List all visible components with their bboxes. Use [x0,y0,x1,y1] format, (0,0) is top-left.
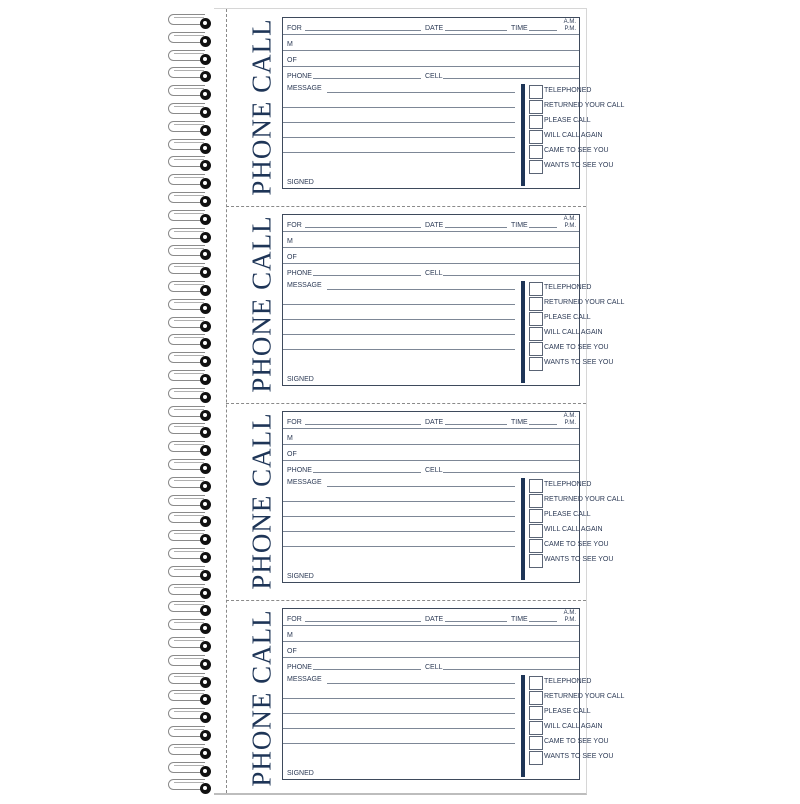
phone-row [283,66,579,82]
checkbox-label: WILL CALL AGAIN [544,132,603,139]
binding-hole-icon [200,18,211,29]
perforation-line [226,206,586,207]
checkbox-option[interactable] [529,99,625,114]
binding-hole-icon [200,36,211,47]
binding-hole-icon [200,356,211,367]
for-row [283,18,579,35]
spiral-coil [160,190,218,208]
binding-hole-icon [200,321,211,332]
checkbox-label: PLEASE CALL [544,314,591,321]
binding-hole-icon [200,552,211,563]
checkbox[interactable] [529,130,543,144]
binding-hole-icon [200,303,211,314]
perforation-line [226,403,586,404]
binding-hole-icon [200,410,211,421]
spiral-coil [160,101,218,119]
am-pm: A.M. P.M. [563,216,576,229]
checkbox-option[interactable] [529,341,609,356]
phone-field[interactable] [313,275,421,276]
spiral-coil [160,546,218,564]
for-row [283,215,579,232]
checkbox[interactable] [529,327,543,341]
cell-label: CELL [425,467,443,474]
am-pm: A.M. P.M. [563,19,576,32]
checkbox[interactable] [529,479,543,493]
checkbox[interactable] [529,736,543,750]
checkbox-option[interactable] [529,553,614,568]
checkbox-label: TELEPHONED [544,481,592,488]
checkbox-option[interactable] [529,690,625,705]
time-label: TIME [511,419,528,426]
checkbox-option[interactable] [529,326,603,341]
binding-hole-icon [200,481,211,492]
cell-field[interactable] [443,472,579,473]
checkbox-label: CAME TO SEE YOU [544,344,609,351]
cell-label: CELL [425,270,443,277]
message-form [282,17,625,189]
checkbox-label: RETURNED YOUR CALL [544,693,625,700]
slip-title: PHONE CALL [246,609,277,787]
checkbox[interactable] [529,524,543,538]
message-slip [226,411,625,607]
checkbox-label: WILL CALL AGAIN [544,526,603,533]
checkbox-label: WANTS TO SEE YOU [544,753,614,760]
for-field[interactable] [305,621,421,622]
spiral-coil [160,208,218,226]
checkbox-option[interactable] [529,523,603,538]
binding-hole-icon [200,107,211,118]
binding-hole-icon [200,196,211,207]
of-row[interactable] [283,50,579,67]
binding-hole-icon [200,267,211,278]
perforation-line [226,600,586,601]
time-label: TIME [511,616,528,623]
checkbox-option[interactable] [529,493,625,508]
spiral-coil [160,297,218,315]
for-label: FOR [287,222,302,229]
spiral-coil [160,724,218,742]
binding-hole-icon [200,641,211,652]
date-label: DATE [425,419,444,426]
spiral-coil [160,48,218,66]
binding-hole-icon [200,516,211,527]
m-label: M [287,435,293,442]
binding-hole-icon [200,730,211,741]
checkbox-option[interactable] [529,735,609,750]
slip-title: PHONE CALL [246,412,277,590]
binding-hole-icon [200,214,211,225]
signed-label: SIGNED [287,376,314,383]
checkbox-label: TELEPHONED [544,678,592,685]
checkbox-label: WANTS TO SEE YOU [544,556,614,563]
message-area[interactable] [283,279,519,385]
date-field[interactable] [445,621,507,622]
checkbox[interactable] [529,721,543,735]
checkbox-label: CAME TO SEE YOU [544,738,609,745]
signed-label: SIGNED [287,770,314,777]
checkbox-option[interactable] [529,538,609,553]
checkbox-label: WANTS TO SEE YOU [544,162,614,169]
message-form [282,214,625,386]
checkbox[interactable] [529,312,543,326]
checkbox[interactable] [529,357,543,371]
binding-hole-icon [200,712,211,723]
message-slip [226,608,625,804]
checkbox-option[interactable] [529,144,609,159]
for-label: FOR [287,616,302,623]
m-row[interactable] [283,428,579,445]
slip-title: PHONE CALL [246,18,277,196]
m-row[interactable] [283,34,579,51]
checkbox-option[interactable] [529,159,614,174]
checkbox-option[interactable] [529,705,591,720]
checkbox-label: WILL CALL AGAIN [544,723,603,730]
binding-hole-icon [200,392,211,403]
spiral-coil [160,688,218,706]
binding-hole-icon [200,143,211,154]
time-field[interactable] [529,621,557,622]
spiral-coil [160,528,218,546]
checkbox-list [529,675,625,779]
divider-bar [521,281,525,383]
spiral-coil [160,226,218,244]
checkbox[interactable] [529,282,543,296]
checkbox[interactable] [529,676,543,690]
spiral-coil [160,777,218,795]
binding-hole-icon [200,694,211,705]
spiral-coil [160,154,218,172]
binding-hole-icon [200,677,211,688]
spiral-coil [160,386,218,404]
binding-hole-icon [200,71,211,82]
spiral-coil [160,30,218,48]
m-label: M [287,41,293,48]
checkbox-label: RETURNED YOUR CALL [544,299,625,306]
cell-field[interactable] [443,78,579,79]
time-label: TIME [511,25,528,32]
checkbox-label: RETURNED YOUR CALL [544,496,625,503]
message-label: MESSAGE [287,85,322,92]
time-field[interactable] [529,227,557,228]
spiral-coil [160,261,218,279]
checkbox-option[interactable] [529,281,592,296]
binding-hole-icon [200,338,211,349]
am-pm: A.M. P.M. [563,610,576,623]
checkbox-label: TELEPHONED [544,87,592,94]
spiral-coil [160,635,218,653]
checkbox[interactable] [529,539,543,553]
binding-hole-icon [200,659,211,670]
cell-label: CELL [425,664,443,671]
spiral-coil [160,404,218,422]
of-label: OF [287,254,297,261]
checkbox-label: WILL CALL AGAIN [544,329,603,336]
spiral-coil [160,421,218,439]
spiral-coil [160,493,218,511]
spiral-coil [160,83,218,101]
checkbox-option[interactable] [529,720,603,735]
checkbox[interactable] [529,751,543,765]
checkbox[interactable] [529,706,543,720]
checkbox[interactable] [529,85,543,99]
spiral-coil [160,243,218,261]
of-row[interactable] [283,247,579,264]
cell-label: CELL [425,73,443,80]
message-slip [226,17,625,213]
of-label: OF [287,451,297,458]
checkbox-option[interactable] [529,478,592,493]
date-field[interactable] [445,227,507,228]
signed-label: SIGNED [287,573,314,580]
checkbox-label: WANTS TO SEE YOU [544,359,614,366]
spiral-coil [160,671,218,689]
spiral-coil [160,279,218,297]
message-area[interactable] [283,673,519,779]
date-field[interactable] [445,424,507,425]
phone-row [283,460,579,476]
phone-label: PHONE [287,664,312,671]
binding-hole-icon [200,89,211,100]
date-label: DATE [425,616,444,623]
binding-hole-icon [200,125,211,136]
checkbox[interactable] [529,494,543,508]
checkbox-option[interactable] [529,129,603,144]
checkbox[interactable] [529,342,543,356]
checkbox-label: RETURNED YOUR CALL [544,102,625,109]
phone-field[interactable] [313,78,421,79]
binding-hole-icon [200,54,211,65]
spiral-coil [160,760,218,778]
checkbox[interactable] [529,100,543,114]
binding-hole-icon [200,783,211,794]
m-label: M [287,632,293,639]
checkbox-label: PLEASE CALL [544,117,591,124]
time-label: TIME [511,222,528,229]
spiral-coil [160,350,218,368]
of-label: OF [287,57,297,64]
spiral-coil [160,315,218,333]
checkbox-list [529,478,625,582]
phone-label: PHONE [287,270,312,277]
binding-hole-icon [200,748,211,759]
checkbox[interactable] [529,145,543,159]
m-row[interactable] [283,231,579,248]
notebook-page [214,8,625,795]
message-label: MESSAGE [287,479,322,486]
spiral-coil [160,742,218,760]
time-field[interactable] [529,424,557,425]
slip-title: PHONE CALL [246,215,277,393]
binding-hole-icon [200,588,211,599]
checkbox[interactable] [529,115,543,129]
binding-hole-icon [200,374,211,385]
checkbox-option[interactable] [529,311,591,326]
of-row[interactable] [283,641,579,658]
for-field[interactable] [305,227,421,228]
spiral-coil [160,457,218,475]
binding-hole-icon [200,427,211,438]
signed-label: SIGNED [287,179,314,186]
binding-hole-icon [200,178,211,189]
binding-hole-icon [200,623,211,634]
message-area[interactable] [283,476,519,582]
binding-hole-icon [200,605,211,616]
spiral-coil [160,119,218,137]
message-form [282,608,625,780]
binding-hole-icon [200,499,211,510]
spiral-coil [160,332,218,350]
message-slip [226,214,625,410]
binding-hole-icon [200,160,211,171]
m-label: M [287,238,293,245]
checkbox-label: TELEPHONED [544,284,592,291]
phone-field[interactable] [313,472,421,473]
spiral-coil [160,706,218,724]
checkbox-option[interactable] [529,750,614,765]
phone-message-book [160,8,625,798]
of-label: OF [287,648,297,655]
divider-bar [521,675,525,777]
binding-hole-icon [200,285,211,296]
divider-bar [521,84,525,186]
checkbox-label: PLEASE CALL [544,708,591,715]
checkbox-option[interactable] [529,675,592,690]
phone-field[interactable] [313,669,421,670]
spiral-coil [160,12,218,30]
for-field[interactable] [305,30,421,31]
spiral-coil [160,439,218,457]
checkbox-option[interactable] [529,114,591,129]
time-field[interactable] [529,30,557,31]
message-area[interactable] [283,82,519,188]
for-label: FOR [287,25,302,32]
phone-row [283,263,579,279]
m-row[interactable] [283,625,579,642]
checkbox-list [529,84,625,188]
message-form [282,411,625,583]
spiral-coil [160,582,218,600]
spiral-coil [160,368,218,386]
checkbox-option[interactable] [529,356,614,371]
cell-field[interactable] [443,275,579,276]
checkbox-label: CAME TO SEE YOU [544,541,609,548]
checkbox[interactable] [529,554,543,568]
spiral-coil [160,564,218,582]
date-label: DATE [425,222,444,229]
binding-hole-icon [200,570,211,581]
of-row[interactable] [283,444,579,461]
checkbox[interactable] [529,509,543,523]
for-row [283,609,579,626]
divider-bar [521,478,525,580]
checkbox-label: PLEASE CALL [544,511,591,518]
date-field[interactable] [445,30,507,31]
binding-hole-icon [200,463,211,474]
am-pm: A.M. P.M. [563,413,576,426]
message-label: MESSAGE [287,676,322,683]
binding-hole-icon [200,232,211,243]
phone-row [283,657,579,673]
spiral-coil [160,510,218,528]
checkbox[interactable] [529,691,543,705]
checkbox-option[interactable] [529,84,592,99]
spiral-coil [160,617,218,635]
spiral-coil [160,653,218,671]
phone-label: PHONE [287,73,312,80]
for-field[interactable] [305,424,421,425]
checkbox-list [529,281,625,385]
for-row [283,412,579,429]
binding-hole-icon [200,766,211,777]
spiral-coil [160,599,218,617]
binding-hole-icon [200,445,211,456]
checkbox-label: CAME TO SEE YOU [544,147,609,154]
checkbox[interactable] [529,160,543,174]
date-label: DATE [425,25,444,32]
checkbox-option[interactable] [529,508,591,523]
binding-hole-icon [200,534,211,545]
cell-field[interactable] [443,669,579,670]
checkbox[interactable] [529,297,543,311]
spiral-binding [160,8,218,792]
checkbox-option[interactable] [529,296,625,311]
phone-label: PHONE [287,467,312,474]
binding-hole-icon [200,249,211,260]
spiral-coil [160,172,218,190]
message-label: MESSAGE [287,282,322,289]
for-label: FOR [287,419,302,426]
spiral-coil [160,137,218,155]
spiral-coil [160,475,218,493]
spiral-coil [160,65,218,83]
